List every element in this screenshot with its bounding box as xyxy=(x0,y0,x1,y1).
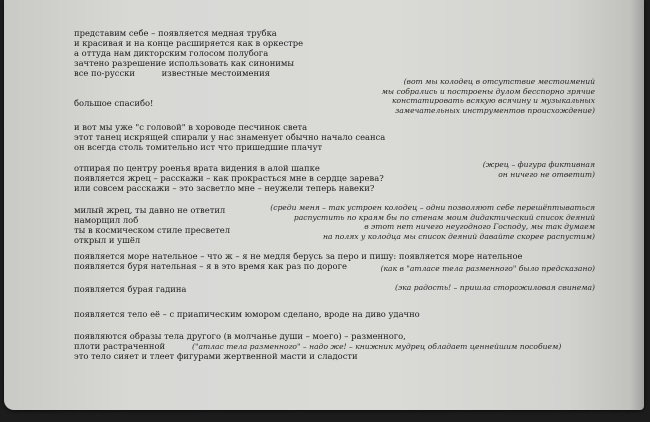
text-line: и красивая и на конце расширяется как в оркестре xyxy=(74,38,304,48)
note-line: распустить по краям бы по стенам моим дидактический список деяний xyxy=(293,212,595,222)
text-line: зачтено разрешение использовать как синонимы xyxy=(74,58,295,68)
text-line: этот танец искрящей спирали у нас знаменует обычно начало сеанса xyxy=(74,132,386,142)
text-line: наморщил лоб xyxy=(74,215,139,225)
note-line: (вот мы колодец в отсутствие местоимений xyxy=(403,77,595,86)
stanza-7 xyxy=(74,284,186,294)
page-edge-shadow xyxy=(630,0,644,410)
text-line: появляется бурая гадина xyxy=(74,284,187,294)
note-line: в этот нет ничего неугодного Господу, мы так думаем xyxy=(364,222,595,231)
text-line: плоти растраченной xyxy=(74,341,166,351)
text-line: появляется тело её – с приапическим юмором сделано, вроде на диво удачно xyxy=(74,309,420,319)
text-line: открыл и ушёл xyxy=(74,235,141,245)
margin-note-4 xyxy=(381,264,595,274)
note-line: (как в "атласе тела разменного" было предсказано) xyxy=(380,264,595,273)
text-line: появляется море нательное – что ж – я не медля берусь за перо и пишу: появляется море нательное xyxy=(74,251,523,261)
margin-note-5 xyxy=(395,283,595,293)
note-line: констатировать всякую всячину и музыкальных xyxy=(391,96,595,105)
note-line: (среди меня – так устроен колодец – одни позволяют себе перешёптываться xyxy=(270,203,595,212)
margin-note-1 xyxy=(382,77,595,115)
text-line: большое спасибо! xyxy=(74,98,154,108)
text-line: появляются образы тела другого (в молчанье души – моего) – разменного, xyxy=(74,331,406,341)
text-line: все по-русски известные местоимения xyxy=(74,68,270,78)
text-line: это тело сияет и тлеет фигурами жертвенной масти и сладости xyxy=(74,351,358,361)
stanza-5 xyxy=(74,205,230,245)
text-line: он всегда столь томительно ист что пришедшие плачут xyxy=(74,142,323,152)
text-line: милый жрец, ты давно не ответил xyxy=(74,205,226,215)
margin-note-3 xyxy=(270,203,595,241)
note-line: (эка радость! – пришла сторожиловая свинема) xyxy=(395,283,595,292)
text-line: появляется жрец – расскажи – как прокрасться мне в сердце зарева? xyxy=(74,173,384,183)
document-page xyxy=(4,0,644,410)
text-line: представим себе – появляется медная трубка xyxy=(74,28,277,38)
text-line: отпирая по центру роенья врата видения в алой шапке xyxy=(74,163,320,173)
note-line: замечательных инструментов происхождение) xyxy=(395,105,595,115)
stanza-4 xyxy=(74,163,384,193)
text-line: или совсем расскажи – это засветло мне – неужели теперь навеки? xyxy=(74,183,375,193)
note-line: он ничего не ответит) xyxy=(498,169,595,179)
text-line: и вот мы уже "с головой" в хороводе песчинок света xyxy=(74,122,308,132)
text-line: а оттуда нам дикторским голосом полубога xyxy=(74,48,269,58)
note-line: (жрец – фигура фиктивная xyxy=(482,160,595,169)
margin-note-6 xyxy=(192,342,561,352)
stanza-8 xyxy=(74,309,420,319)
stanza-1 xyxy=(74,28,303,78)
text-line: ты в космическом стиле пресветел xyxy=(74,225,231,235)
note-line: ("атлас тела разменного" – надо же! – книжник мудрец обладает ценнейшим пособием) xyxy=(192,342,562,351)
note-line: на полях у колодца мы список деяний давайте скорее распустим) xyxy=(322,231,595,241)
text-line: появляется буря нательная – я в это время как раз по дороге xyxy=(74,261,347,271)
stanza-3 xyxy=(74,122,385,152)
note-line: мы собрались и построены дулом бесспорно зрячие xyxy=(381,86,595,96)
stanza-2 xyxy=(74,98,153,108)
margin-note-2 xyxy=(483,160,595,179)
